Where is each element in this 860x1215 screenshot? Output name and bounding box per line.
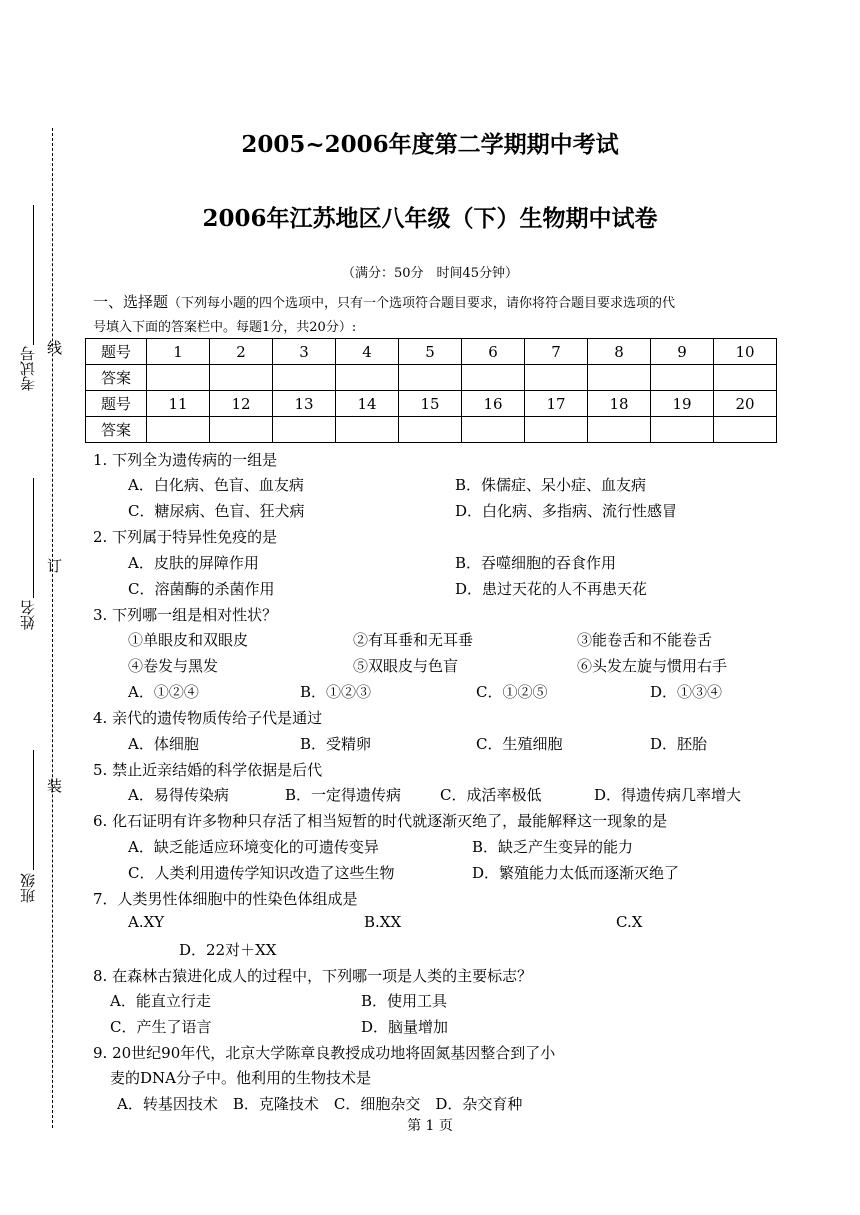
- q3-option-a: A．①②④: [128, 683, 199, 701]
- q6-option-b: B．缺乏产生变异的能力: [472, 838, 634, 856]
- q2-option-c: C．溶菌酶的杀菌作用: [128, 580, 275, 598]
- q2-option-b: B．吞噬细胞的吞食作用: [455, 554, 617, 572]
- question-number: 7: [525, 339, 588, 365]
- binding-char-line: 线: [45, 340, 63, 355]
- q1-option-a: A．白化病、色盲、血友病: [128, 476, 304, 494]
- q7-option-d: D．22对＋XX: [179, 941, 277, 959]
- section-title: 一、选择题: [93, 293, 169, 311]
- q1-option-b: B．侏儒症、呆小症、血友病: [455, 476, 647, 494]
- q3-item-3: ③能卷舌和不能卷舌: [577, 631, 713, 649]
- q8-option-c: C．产生了语言: [110, 1018, 212, 1036]
- table-row: [86, 391, 777, 417]
- answer-cell[interactable]: [336, 365, 399, 391]
- question-number: 8: [588, 339, 651, 365]
- answer-cell[interactable]: [525, 417, 588, 443]
- question-number: 19: [651, 391, 714, 417]
- table-row: [86, 417, 777, 443]
- q6-option-d: D．繁殖能力太低而逐渐灭绝了: [472, 864, 680, 882]
- answer-cell[interactable]: [399, 365, 462, 391]
- name-underline: [33, 478, 34, 598]
- q6-option-c: C．人类利用遗传学知识改造了这些生物: [128, 864, 395, 882]
- q1-stem: 1. 下列全为遗传病的一组是: [93, 451, 278, 469]
- question-number: 18: [588, 391, 651, 417]
- q5-option-d: D．得遗传病几率增大: [594, 786, 742, 804]
- answer-cell[interactable]: [525, 365, 588, 391]
- q3-item-5: ⑤双眼皮与色盲: [353, 657, 459, 675]
- q4-stem: 4. 亲代的遗传物质传给子代是通过: [93, 709, 323, 727]
- answer-cell[interactable]: [462, 365, 525, 391]
- q7-stem: 7．人类男性体细胞中的性染色体组成是: [93, 890, 358, 908]
- q7-option-a: A.XY: [128, 913, 165, 931]
- answer-cell[interactable]: [714, 365, 777, 391]
- q8-option-b: B．使用工具: [361, 992, 448, 1010]
- q8-option-d: D．脑量增加: [361, 1018, 449, 1036]
- q9-options: A．转基因技术 B．克隆技术 C．细胞杂交 D．杂交育种: [117, 1095, 523, 1113]
- page-number: 第 1 页: [407, 1118, 453, 1134]
- answer-table: [85, 338, 777, 443]
- question-number: 15: [399, 391, 462, 417]
- answer-cell[interactable]: [588, 417, 651, 443]
- question-number: 10: [714, 339, 777, 365]
- q4-option-a: A．体细胞: [128, 735, 199, 753]
- answer-cell[interactable]: [651, 365, 714, 391]
- exam-no-label: 考试号: [19, 346, 37, 391]
- table-row: [86, 365, 777, 391]
- q3-stem: 3. 下列哪一组是相对性状？: [93, 606, 278, 624]
- question-number: 2: [210, 339, 273, 365]
- question-number: 6: [462, 339, 525, 365]
- question-number: 16: [462, 391, 525, 417]
- question-number: 11: [147, 391, 210, 417]
- answer-cell[interactable]: [147, 365, 210, 391]
- section-instruction-1: （下列每小题的四个选项中，只有一个选项符合题目要求，请你将符合题目要求选项的代: [168, 296, 676, 311]
- answer-cell[interactable]: [336, 417, 399, 443]
- answer-cell[interactable]: [651, 417, 714, 443]
- q9-stem-line2: 麦的DNA分子中。他利用的生物技术是: [110, 1069, 371, 1087]
- q3-option-b: B．①②③: [300, 683, 372, 701]
- answer-cell[interactable]: [588, 365, 651, 391]
- q6-stem: 6. 化石证明有许多物种只存活了相当短暂的时代就逐渐灭绝了，最能解释这一现象的是: [93, 812, 668, 830]
- row-label: 题号: [86, 339, 147, 365]
- row-label: 答案: [86, 365, 147, 391]
- q6-option-a: A．缺乏能适应环境变化的可遗传变异: [128, 838, 379, 856]
- question-number: 17: [525, 391, 588, 417]
- answer-cell[interactable]: [462, 417, 525, 443]
- binding-char-zhuang: 装: [45, 778, 63, 793]
- answer-cell[interactable]: [210, 417, 273, 443]
- q5-option-a: A．易得传染病: [128, 786, 229, 804]
- answer-cell[interactable]: [714, 417, 777, 443]
- q3-option-d: D．①③④: [650, 683, 723, 701]
- q2-option-a: A．皮肤的屏障作用: [128, 554, 259, 572]
- q7-option-b: B.XX: [364, 913, 402, 931]
- row-label: 答案: [86, 417, 147, 443]
- q5-option-c: C．成活率极低: [440, 786, 542, 804]
- q8-stem: 8. 在森林古猿进化成人的过程中，下列哪一项是人类的主要标志？: [93, 967, 533, 985]
- question-number: 13: [273, 391, 336, 417]
- name-label: 姓名: [19, 600, 37, 630]
- row-label: 题号: [86, 391, 147, 417]
- q3-item-2: ②有耳垂和无耳垂: [353, 631, 474, 649]
- q1-option-c: C．糖尿病、色盲、狂犬病: [128, 502, 305, 520]
- q1-option-d: D．白化病、多指病、流行性感冒: [455, 502, 678, 520]
- answer-cell[interactable]: [210, 365, 273, 391]
- score-time-note: （满分：50分 时间45分钟）: [341, 266, 519, 281]
- exam-title: 2005~2006年度第二学期期中考试: [241, 131, 619, 158]
- question-number: 3: [273, 339, 336, 365]
- q5-option-b: B．一定得遗传病: [285, 786, 402, 804]
- q8-option-a: A．能直立行走: [110, 992, 211, 1010]
- question-number: 12: [210, 391, 273, 417]
- paper-title: 2006年江苏地区八年级（下）生物期中试卷: [202, 205, 658, 232]
- q9-stem-line1: 9. 20世纪90年代，北京大学陈章良教授成功地将固氮基因整合到了小: [93, 1044, 556, 1062]
- question-number: 4: [336, 339, 399, 365]
- question-number: 5: [399, 339, 462, 365]
- q4-option-c: C．生殖细胞: [476, 735, 563, 753]
- section-heading: [93, 291, 675, 312]
- class-underline: [33, 750, 34, 870]
- q5-stem: 5. 禁止近亲结婚的科学依据是后代: [93, 761, 323, 779]
- q4-option-d: D．胚胎: [650, 735, 708, 753]
- table-row: [86, 339, 777, 365]
- question-number: 20: [714, 391, 777, 417]
- question-number: 14: [336, 391, 399, 417]
- q7-option-c: C.X: [616, 913, 643, 931]
- q3-item-6: ⑥头发左旋与惯用右手: [577, 657, 728, 675]
- question-number: 9: [651, 339, 714, 365]
- q4-option-b: B．受精卵: [300, 735, 372, 753]
- answer-cell[interactable]: [147, 417, 210, 443]
- section-instruction-2: 号填入下面的答案栏中。每题1分，共20分）:: [93, 320, 357, 335]
- q3-option-c: C．①②⑤: [476, 683, 548, 701]
- q3-item-4: ④卷发与黑发: [128, 657, 219, 675]
- binding-char-ding: 订: [45, 558, 63, 573]
- q3-item-1: ①单眼皮和双眼皮: [128, 631, 249, 649]
- question-number: 1: [147, 339, 210, 365]
- answer-cell[interactable]: [399, 417, 462, 443]
- q2-stem: 2. 下列属于特异性免疫的是: [93, 528, 278, 546]
- answer-cell[interactable]: [273, 417, 336, 443]
- q2-option-d: D．患过天花的人不再患天花: [455, 580, 648, 598]
- answer-cell[interactable]: [273, 365, 336, 391]
- class-label: 班级: [19, 873, 37, 903]
